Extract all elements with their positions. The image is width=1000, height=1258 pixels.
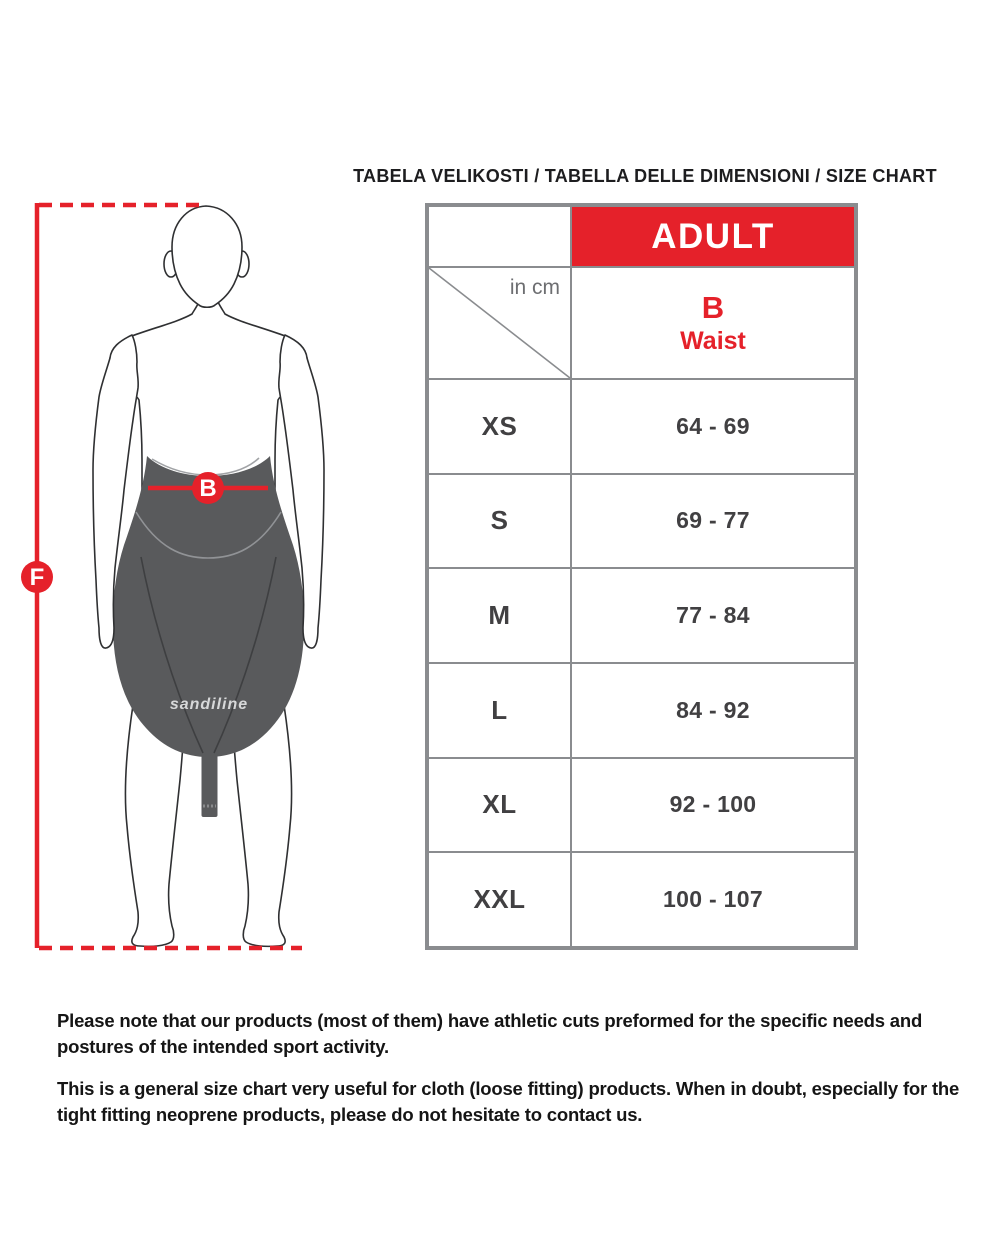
table-unit-cell [429,268,570,378]
head [172,206,242,307]
size-label-xxl: XXL [429,853,570,946]
size-label-s: S [429,475,570,568]
measurement-name: Waist [680,326,746,355]
measurement-figure [0,190,420,965]
note-paragraph-2: This is a general size chart very useful for cloth (loose fitting) products. When in doubt, especially for the tight fitting neoprene products, please do not hesitate to contact us. [57,1078,960,1125]
page-title: TABELA VELIKOSTI / TABELLA DELLE DIMENSIONI / SIZE CHART [353,166,937,186]
table-measure-header [572,268,854,378]
note-paragraph-1: Please note that our products (most of them) have athletic cuts preformed for the specific needs and postures of the intended sport activity. [57,1010,923,1057]
waist-range-xl: 92 - 100 [572,759,854,852]
notes [57,1008,972,1128]
waist-range-m: 77 - 84 [572,569,854,662]
size-table [425,203,858,950]
waist-range-xxl: 100 - 107 [572,853,854,946]
unit-label: in cm [509,276,560,299]
brand-logo: sandiline [169,696,249,713]
waist-marker-label: B [199,475,217,502]
table-header-adult: ADULT [572,207,854,266]
height-marker-label: F [29,564,45,591]
torso [110,302,307,490]
waist-range-l: 84 - 92 [572,664,854,757]
size-label-xs: XS [429,380,570,473]
waist-range-xs: 64 - 69 [572,380,854,473]
waist-range-s: 69 - 77 [572,475,854,568]
table-corner-cell [429,207,570,266]
size-label-l: L [429,664,570,757]
size-label-m: M [429,569,570,662]
measurement-code: B [701,290,725,326]
size-label-xl: XL [429,759,570,852]
